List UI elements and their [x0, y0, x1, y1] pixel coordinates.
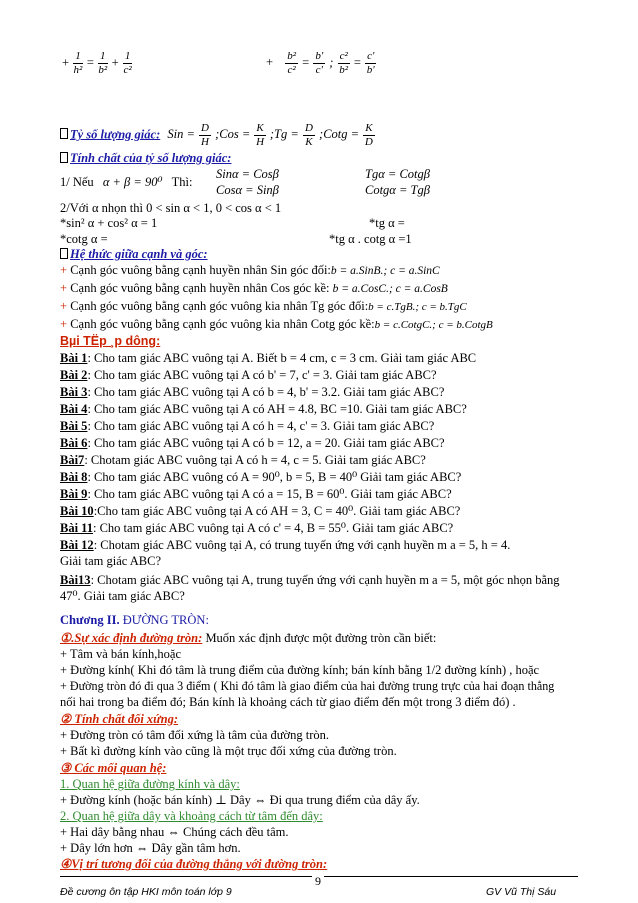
section1-line: + Đường kính( Khi đó tâm là trung điểm của đường kính; bán kính bằng 1/2 đường kính) , hoặc — [60, 663, 540, 677]
relation-row: + Cạnh góc vuông bằng cạnh góc vuông kia nhân Tg góc đối:b = c.TgB.; c = b.TgC — [60, 299, 467, 313]
property1-r2b: Cotgα = Tgβ — [365, 183, 430, 197]
property2-line3a: *cotg α = — [60, 232, 108, 246]
exercise-13-line1: Bài13: Chotam giác ABC vuông tại A, trung tuyến ứng với cạnh huyền m a = 5, một góc nhọn bằng — [60, 573, 560, 587]
ratio-formula: Sin = $\frac{D}{H}$ ;Cos = $\frac{K}{H}$ ;Tg = $\frac{D}{K}$ ;Cotg = $\frac{K}{D}$ — [167, 122, 373, 148]
section2-line: + Đường tròn có tâm đối xứng là tâm của đường tròn. — [60, 728, 330, 742]
footer-title: Đề cương ôn tập HKI môn toán lớp 9 — [60, 886, 232, 898]
checkbox-bullet-icon — [60, 152, 68, 163]
subsection2-line: + Dây lớn hơn ⇔ Dây gần tâm hơn. — [60, 841, 241, 855]
ratio-section — [60, 122, 376, 149]
exercise-row: Bài 11: Cho tam giác ABC vuông tại A có c' = 4, B = 55⁰. Giải tam giác ABC? — [60, 521, 454, 535]
relations-heading-row — [60, 246, 208, 262]
formula-inverse-squares: + $\frac{1}{\text{h²}}$ = $\frac{1}{\text{b²}}$ + $\frac{1}{\text{c²}}$ — [62, 50, 132, 76]
subsection-diameter-chord: 1. Quan hệ giữa đường kính và dây: — [60, 777, 240, 791]
property1-condition: 1/ Nếu α + β = 90⁰ Thì: — [60, 175, 193, 189]
footer-author: GV Vũ Thị Sáu — [486, 886, 557, 898]
section-line-circle-position: ④Vị trí tương đối của đường thẳng với đường tròn: — [60, 857, 328, 871]
formula-projection-ratios: + $\frac{\text{b²}}{\text{c²}}$ = $\frac{b'}{c'}$ ; $\frac{\text{c²}}{\text{b²}}$ = $\frac{c'}{b'}$ — [266, 50, 375, 76]
subsection-chord-distance: 2. Quan hệ giữa dây và khoảng cách từ tâm đến dây: — [60, 809, 323, 823]
section2-line: + Bất kì đường kính vào cũng là một trục đối xứng của đường tròn. — [60, 744, 397, 758]
relation-row: + Cạnh góc vuông bằng cạnh góc vuông kia nhân Cotg góc kề:b = c.CotgC.; c = b.CotgB — [60, 317, 493, 331]
exercise-row: Bài 10:Cho tam giác ABC vuông tại A có AH = 3, C = 40⁰. Giải tam giác ABC? — [60, 504, 461, 518]
property2-line1: 2/Với α nhọn thì 0 < sin α < 1, 0 < cos α < 1 — [60, 201, 282, 215]
ratio-heading: Tỷ số lượng giác: — [70, 127, 161, 142]
exercise-12-line1: Bài 12: Chotam giác ABC vuông tại A, có trung tuyến ứng với cạnh huyền m a = 5, h = 4. — [60, 538, 511, 552]
property1-r1b: Tgα = Cotgβ — [365, 167, 430, 181]
relation-row: + Cạnh góc vuông bằng cạnh huyền nhân Cos góc kề: b = a.CosC.; c = a.CosB — [60, 281, 448, 295]
exercise-heading: Bµi TËp ¸p dông: — [60, 334, 161, 348]
section-symmetry-heading: ② Tính chất đối xứng: — [60, 712, 179, 726]
exercise-row: Bài 1: Cho tam giác ABC vuông tại A. Biết b = 4 cm, c = 3 cm. Giải tam giác ABC — [60, 351, 477, 365]
page-number: 9 — [312, 874, 324, 888]
property2-line3b: *tg α . cotg α =1 — [329, 232, 412, 246]
subsection1-line: + Đường kính (hoặc bán kính) ⊥ Dây ⇔ Đi qua trung điểm của dây ấy. — [60, 793, 420, 807]
relations-heading: Hệ thức giữa cạnh và góc: — [70, 247, 208, 261]
property1-r1a: Sinα = Cosβ — [216, 167, 279, 181]
section-relations-heading: ③ Các mối quan hệ: — [60, 761, 167, 775]
exercise-row: Bài 9: Cho tam giác ABC vuông tại A có a = 15, B = 60⁰. Giải tam giác ABC? — [60, 487, 452, 501]
chapter-title: Chương II. ĐƯỜNG TRÒN: — [60, 613, 209, 627]
section-determine-circle: ①.Sự xác định đường tròn: Muốn xác định được một đường tròn cần biết: — [60, 631, 437, 645]
subsection2-line: + Hai dây bằng nhau ⇔ Chúng cách đều tâm. — [60, 825, 289, 839]
exercise-13-line2: 47⁰. Giải tam giác ABC? — [60, 589, 185, 603]
property-heading: Tính chất của tỷ số lượng giác: — [70, 151, 232, 165]
property1-r2a: Cosα = Sinβ — [216, 183, 279, 197]
exercise-12-line2: Giải tam giác ABC? — [60, 554, 162, 568]
exercise-row: Bài 2: Cho tam giác ABC vuông tại A có b' = 7, c' = 3. Giải tam giác ABC? — [60, 368, 437, 382]
checkbox-bullet-icon — [60, 248, 68, 259]
property2-line2b: *tg α = — [369, 216, 405, 230]
exercise-row: Bài7: Chotam giác ABC vuông tại A có h = 4, c = 5. Giải tam giác ABC? — [60, 453, 426, 467]
checkbox-bullet-icon — [60, 128, 68, 139]
property-heading-row — [60, 150, 231, 166]
exercise-row: Bài 4: Cho tam giác ABC vuông tại A có AH = 4.8, BC =10. Giải tam giác ABC? — [60, 402, 467, 416]
exercise-row: Bài 8: Cho tam giác ABC vuông có A = 90⁰, b = 5, B = 40⁰ Giải tam giác ABC? — [60, 470, 462, 484]
exercise-row: Bài 3: Cho tam giác ABC vuông tại A có b = 4, b' = 3.2. Giải tam giác ABC? — [60, 385, 445, 399]
relation-row: + Cạnh góc vuông bằng cạnh huyền nhân Sin góc đối:b = a.SinB.; c = a.SinC — [60, 263, 440, 277]
exercise-row: Bài 5: Cho tam giác ABC vuông tại A có h = 4, c' = 3. Giải tam giác ABC? — [60, 419, 435, 433]
section1-line: + Đường tròn đó đi qua 3 điểm ( Khi đó tâm là giao điểm của hai đường trung trực của hai đoạn thẳng — [60, 679, 555, 693]
section1-line: nối hai trong ba điểm đó; Bán kính là khoảng cách từ giao điểm đến một trong 3 điểm đó) . — [60, 695, 516, 709]
property2-line2a: *sin² α + cos² α = 1 — [60, 216, 158, 230]
exercise-row: Bài 6: Cho tam giác ABC vuông tại A có b = 12, a = 20. Giải tam giác ABC? — [60, 436, 445, 450]
section1-line: + Tâm và bán kính,hoặc — [60, 647, 182, 661]
